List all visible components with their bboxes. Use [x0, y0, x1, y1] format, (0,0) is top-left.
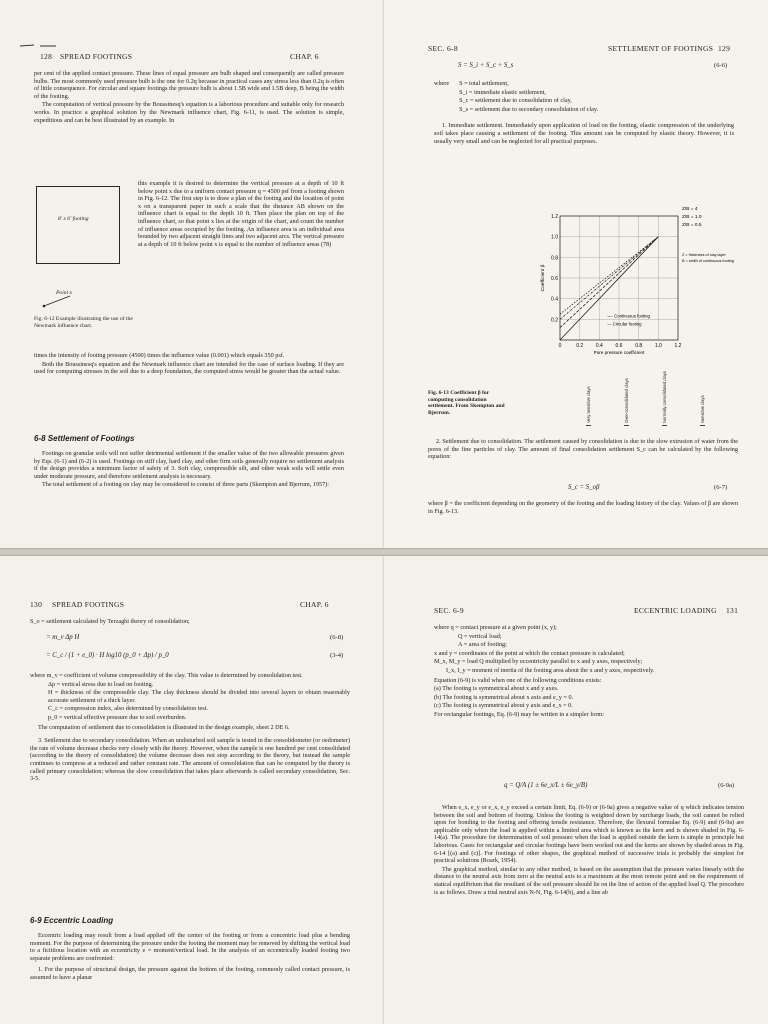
paragraph: The computation of settlement due to consolidation is illustrated in the design example, sheet 2 DE 6.	[38, 723, 290, 731]
y-tick-label: 1.0	[551, 234, 558, 241]
y-tick-label: 1.2	[551, 214, 558, 220]
page-129	[384, 0, 768, 548]
equation: = C_c / (1 + e_0) · H log10 (p_0 + Δp) / p_0	[46, 652, 169, 659]
running-head: SPREAD FOOTINGS	[52, 600, 125, 609]
point-label: Point x	[56, 290, 73, 296]
page-number: 130	[30, 600, 43, 609]
equation-number: (6-7)	[714, 484, 728, 491]
pen-mark	[18, 40, 58, 52]
legend-note: B = width of continuous footing	[682, 259, 734, 263]
definition: p_0 = vertical effective pressure due to soil overburden.	[48, 713, 187, 721]
condition: (c) The footing is symmetrical about y axis and e_x = 0.	[434, 702, 573, 710]
section-label: SEC. 6-8	[428, 44, 458, 53]
y-tick-label: 0.4	[551, 296, 558, 303]
x-tick-label: 0.2	[576, 343, 584, 349]
equation: = m_v Δp H	[46, 634, 80, 641]
where-label: where	[434, 80, 450, 87]
equation: q = Q/A (1 ± 6e_x/L ± 6e_y/B)	[504, 782, 588, 789]
paragraph: The graphical method, similar to any other method, is based on the assumption that the pressure varies linearly with the distance to the neutral axis from zero at the neutral axis to a maximum at the most remote point and on the requirement of statical equilibrium that the resultant of the soil pressure should lie on the line of action of the applied load Q. The procedure is as follows. Draw a trial neutral axis N-N, Fig. 6-14(b), and a line ab	[434, 865, 744, 896]
definition: where q = contact pressure at a given point (x, y);	[434, 624, 557, 631]
paragraph: The total settlement of a footing on clay may be considered to consist of three parts (Skempton and Bjerrum, 1957):	[42, 481, 329, 489]
definition: S_c = settlement due to consolidation of clay,	[459, 97, 572, 105]
definition: S = total settlement,	[459, 80, 509, 87]
equation-number: (3-4)	[330, 652, 344, 659]
footing-plan	[36, 186, 120, 264]
legend-entry: Z/B = 4	[682, 207, 698, 212]
section-label: SEC. 6-9	[434, 606, 464, 615]
definition: x and y = coordinates of the point at which the contact pressure is calculated;	[434, 649, 625, 657]
x-tick-label: 1.0	[654, 343, 662, 349]
paragraph: 2. Settlement due to consolidation. The settlement caused by consolidation is due to the slow extrusion of water from the pores of the fine particles of clay. The amount of final consolidation settlement S_c can be calculated by the following equation:	[428, 438, 738, 461]
condition: (a) The footing is symmetrical about x and y axes.	[434, 685, 559, 693]
section-title: 6-9 Eccentric Loading	[30, 916, 114, 925]
page-number: 128	[40, 52, 53, 61]
equation-number: (6-8)	[330, 634, 344, 641]
running-head: ECCENTRIC LOADING	[634, 606, 717, 615]
paragraph: Both the Boussinesq's equation and the Newmark influence chart are intended for the case of surface loading. If they are used for computing stresses in the soil due to a deep foundation, the computed stress would be greater than the actual value.	[34, 360, 344, 376]
series-line	[560, 237, 658, 315]
definition: S_i = immediate elastic settlement,	[459, 88, 546, 96]
clay-type-label: Very sensitive clays	[586, 373, 591, 426]
x-tick-label: 0	[558, 343, 562, 349]
legend-entry: Z/B = 0.5	[682, 223, 702, 228]
paragraph: Eccentric loading may result from a load applied off the center of the footing or from a concentric load plus a bending moment. For the purpose of determining the pressure under the footing the moment may be removed by shifting the vertical load to a fictitious location with an eccentricity e = moment/vertical load. In the analysis of an eccentrically loaded footing two separate problems are confronted:	[30, 932, 350, 962]
page-130	[0, 556, 384, 1024]
paragraph: per cent of the applied contact pressure. These lines of equal pressure are bulb shaped and consequently are called pressure bulbs. The most commonly used pressure bulb is the one for 0.2q because in practical cases any stress less than 0.2q is often of little consequence. For circular and square footings the pressure bulb is about 1.5B wide and 1.5B deep, B being the width of the footing.	[34, 70, 344, 100]
equation: S_c = S_oβ	[568, 484, 600, 491]
running-head: SETTLEMENT OF FOOTINGS	[608, 44, 714, 53]
page-number: 129	[718, 44, 731, 53]
paragraph: The computation of vertical pressure by the Boussinesq's equation is a laborious procedure and suitable only for research works. In practice a graphical solution by the Newmark influence chart, Fig. 6-11, is used. The solution is simple, expeditious and can be best illustrated by an example. In	[34, 101, 344, 124]
page-131	[384, 556, 768, 1024]
paragraph: Equation (6-9) is valid when one of the following conditions exists:	[434, 676, 602, 684]
paragraph: Footings on granular soils will not suffer detrimental settlement if the smaller value of the two allowable pressures given by Eqs. (6-1) and (6-2) is used. Footings on stiff clay, hard clay, and other firm soils generally require no settlement analysis if the design provides a minimum factor of safety of 3. Soft clay, compressible silt, and other weak soils will settle even under moderate pressure, and therefore settlement analysis is necessary.	[34, 450, 344, 480]
x-axis-label: Pore pressure coefficient	[593, 350, 645, 355]
coefficient-chart	[518, 196, 758, 364]
page-128	[0, 0, 384, 548]
paragraph: 3. Settlement due to secondary consolidation. When an undisturbed soil sample is tested in the consolidometer (or oedometer) the rate of volume decrease checks very closely with the theory. However, when the sample is one hundred per cent consolidated (according to the theory of consolidation) the volume decrease does not stop according to the theory, but instead the sample continues to compress at a reduced and rather constant rate. The amount of consolidation that can be computed by the theory is called primary consolidation; whereas the slow consolidation that takes place afterwards is called secondary consolidation, Sec. 3-5.	[30, 737, 350, 783]
paragraph: 1. Immediate settlement. Immediately upon application of load on the footing, elastic compression of the underlying soil takes place causing a settlement of the footing. This amount can be computed by elastic theory. However, it is usually very small and can be neglected for all practical purposes.	[434, 122, 734, 145]
point-x-marker	[40, 294, 80, 308]
paragraph: where β = the coefficient depending on the geometry of the footing and the loading history of the clay. Values of β are shown in Fig. 6-13.	[428, 500, 738, 515]
page-number: 131	[726, 606, 739, 615]
footing-label: 8' x 6' footing	[58, 216, 89, 222]
clay-type-label: Sensitive clays	[700, 373, 705, 426]
definition: M_x, M_y = load Q multiplied by eccentricity parallel to x and y axes, respectively;	[434, 658, 643, 666]
chapter-label: CHAP. 6	[300, 600, 329, 609]
running-head: SPREAD FOOTINGS	[60, 52, 133, 61]
section-title: 6-8 Settlement of Footings	[34, 434, 135, 443]
paragraph: When e_x, e_y or e_x, e_y exceed a certain limit, Eq. (6-9) or (6-9a) gives a negative value of q which indicates tension between the soil and bottom of footing. Unless the footing is weighted down by surcharge loads, the soil cannot be relied upon for bonding to the footing and offering tensile resistance. Therefore, the flexural formulae Eq. (6-9) and (6-9a) are applicable only when the load is applied within a limited area which is known as the kern and is shown shaded in Fig. 6-14(a). The procedure for determination of soil pressure when the load is applied outside the kern is simple in principle but laborious. Cases for rectangular and circular footings have been worked out and the kerns are shown by shaded areas in Fig. 6-14 [(a) and (c)]. For footings of other shapes, the graphical method of successive trials is probably the simplest for practical solutions (Roark, 1954).	[434, 804, 744, 865]
clay-type-label: Over-consolidated clays	[624, 373, 629, 426]
y-tick-label: 0.2	[551, 317, 558, 324]
definition: Q = vertical load;	[458, 632, 502, 640]
annotation: --- Circular footing	[607, 321, 642, 327]
condition: (b) The footing is symmetrical about x axis and e_y = 0.	[434, 693, 574, 701]
definition: where m_v = coefficient of volume compressibility of the clay. This value is determined by consolidation test.	[30, 672, 303, 679]
x-tick-label: 0.4	[595, 343, 603, 349]
figure-caption: Fig. 6-13 Coefficient β for computing consolidation settlement. From Skempton and Bjerrum.	[428, 390, 505, 416]
x-tick-label: 0.8	[635, 343, 643, 349]
clay-type-labels	[578, 371, 734, 434]
definition: S_s = settlement due to secondary consolidation of clay.	[459, 105, 599, 113]
definition: A = area of footing;	[458, 641, 507, 649]
y-tick-label: 0.6	[551, 276, 558, 282]
legend-entry: Z/B = 1.0	[682, 215, 702, 220]
paragraph: this example it is desired to determine the vertical pressure at a depth of 10 ft below point x due to a uniform contact pressure q = 4500 psf from a footing shown in Fig. 6-12. The first step is to draw a plan of the footing and the location of point x on a transparent paper in such a scale that the distance AB shown on the influence chart is equal to the depth 10 ft. Then place the plan on top of the influence chart, so that point x lies at the origin of the chart, and count the number of influence areas occupied by the footing. An influence area is an individual area bounded by two adjacent straight lines and two adjacent arcs. The vertical pressure at a depth of 10 ft below point x is equal to the number of influence areas (78)	[138, 180, 344, 248]
chapter-label: CHAP. 6	[290, 52, 319, 61]
paragraph: For rectangular footings, Eq. (6-9) may be written in a simpler form:	[434, 710, 604, 718]
definition: C_c = compression index, also determined by consolidation test.	[48, 705, 208, 713]
y-tick-label: 0.8	[551, 255, 558, 262]
definition: I_x, I_y = moment of inertia of the footing area about the x and y axes, respectively.	[446, 666, 655, 674]
y-axis-label: Coefficient β	[541, 264, 546, 292]
paragraph: times the intensity of footing pressure (4500) times the influence value (0.001) which equals 350 psf.	[34, 352, 285, 359]
annotation: ---- Continuous footing	[607, 313, 650, 319]
equation: S = S_i + S_c + S_s	[458, 62, 514, 69]
equation-line: S_o = settlement calculated by Terzaghi theory of consolidation;	[30, 618, 190, 625]
definition: H = thickness of the compressible clay. The clay thickness should be divided into several layers to obtain reasonably accurate settlement of a thick layer.	[48, 689, 350, 704]
figure-caption: Fig. 6-12 Example illustrating the use of the Newmark influence chart.	[34, 316, 133, 329]
x-tick-label: 0.6	[615, 343, 623, 349]
equation-number: (6-6)	[714, 62, 728, 69]
paragraph: 1. For the purpose of structural design, the pressure against the bottom of the footing, commonly called contact pressure, is assumed to have a planar	[30, 966, 350, 981]
equation-number: (6-9a)	[718, 782, 735, 789]
legend-note: Z = thickness of clay layer	[682, 253, 726, 257]
definition: Δp = vertical stress due to load on footing.	[48, 680, 154, 688]
x-tick-label: 1.2	[674, 343, 682, 349]
clay-type-label: Normally consolidated clays	[662, 373, 667, 426]
